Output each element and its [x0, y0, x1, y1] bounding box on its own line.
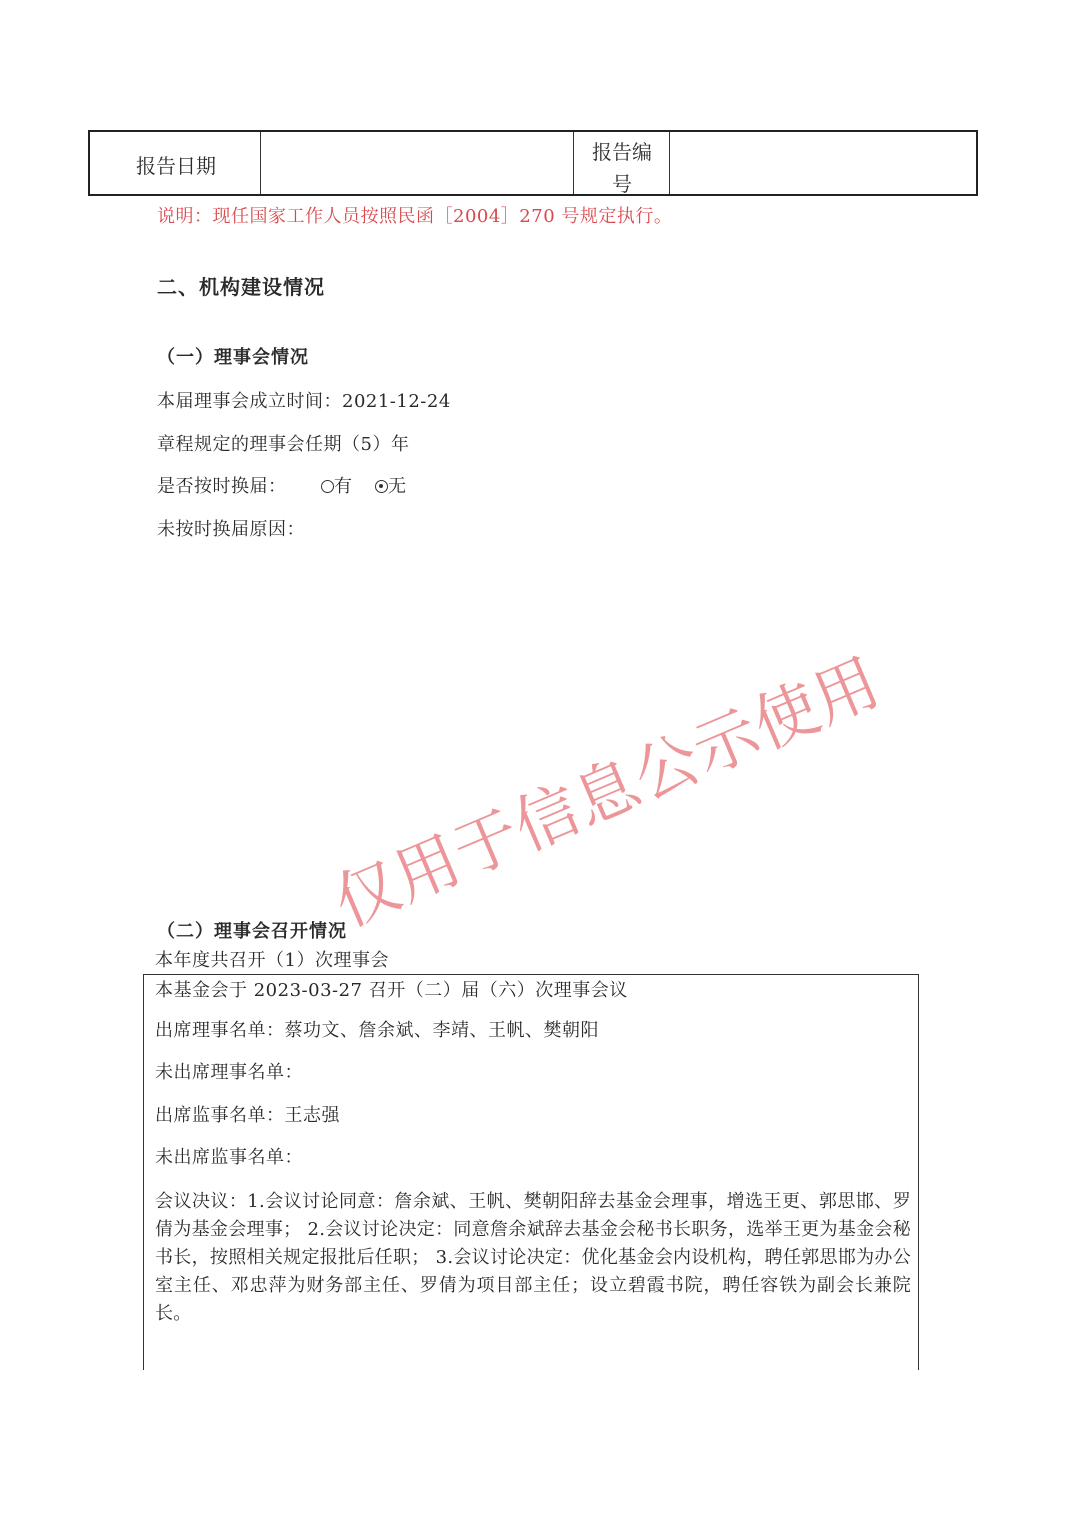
absent-directors: 未出席理事名单： — [155, 1062, 303, 1083]
board-term-line: 章程规定的理事会任期（5）年 — [157, 434, 410, 455]
report-no-label-cell — [573, 132, 669, 194]
option-no-label: 无 — [387, 476, 407, 497]
absent-supervisors: 未出席监事名单： — [155, 1147, 303, 1168]
watermark-text: 仅用于信息公示使用 — [323, 645, 892, 942]
radio-yes-icon[interactable] — [321, 480, 334, 493]
attending-supervisors: 出席监事名单：王志强 — [155, 1105, 340, 1126]
option-yes-label: 有 — [333, 476, 353, 497]
meetings-count-line: 本年度共召开（1）次理事会 — [155, 950, 389, 971]
board-established-line: 本届理事会成立时间：2021-12-24 — [157, 391, 451, 412]
radio-no-icon[interactable] — [375, 480, 388, 493]
meeting-resolution: 会议决议：1.会议讨论同意：詹余斌、王帆、樊朝阳辞去基金会理事，增选王更、郭思邯、罗倩为基金会理事； 2.会议讨论决定：同意詹余斌辞去基金会秘书长职务，选举王更为基金会秘书长，按照相关规定报批后任职； 3.会议讨论决定：优化基金会内设机构，聘任郭思邯为办公室主任、邓忠萍为财务部主任、罗倩为项目部主任；设立碧霞书院，聘任容铁为副会长兼院长。 — [155, 1191, 911, 1324]
attending-directors: 出席理事名单：蔡功文、詹余斌、李靖、王帆、樊朝阳 — [155, 1020, 599, 1041]
report-no-label-line1: 报告编 — [592, 140, 652, 164]
report-date-label-cell — [90, 132, 260, 194]
report-header-table — [88, 130, 978, 196]
note-text: 说明：现任国家工作人员按照民函［2004］270 号规定执行。 — [157, 206, 673, 227]
reelection-row — [157, 472, 406, 498]
board-subsection-title: （一）理事会情况 — [157, 347, 309, 368]
reelection-reason-label: 未按时换届原因： — [157, 519, 305, 540]
meeting-line: 本基金会于 2023-03-27 召开（二）届（六）次理事会议 — [155, 980, 628, 1001]
report-date-value-cell — [260, 132, 573, 194]
section-title: 二、机构建设情况 — [157, 275, 325, 299]
meetings-subsection-title: （二）理事会召开情况 — [157, 921, 347, 942]
report-no-value-cell — [669, 132, 976, 194]
report-no-label-line2: 号 — [612, 172, 632, 196]
report-date-label: 报告日期 — [136, 154, 216, 178]
reelection-label: 是否按时换届： — [157, 476, 287, 497]
